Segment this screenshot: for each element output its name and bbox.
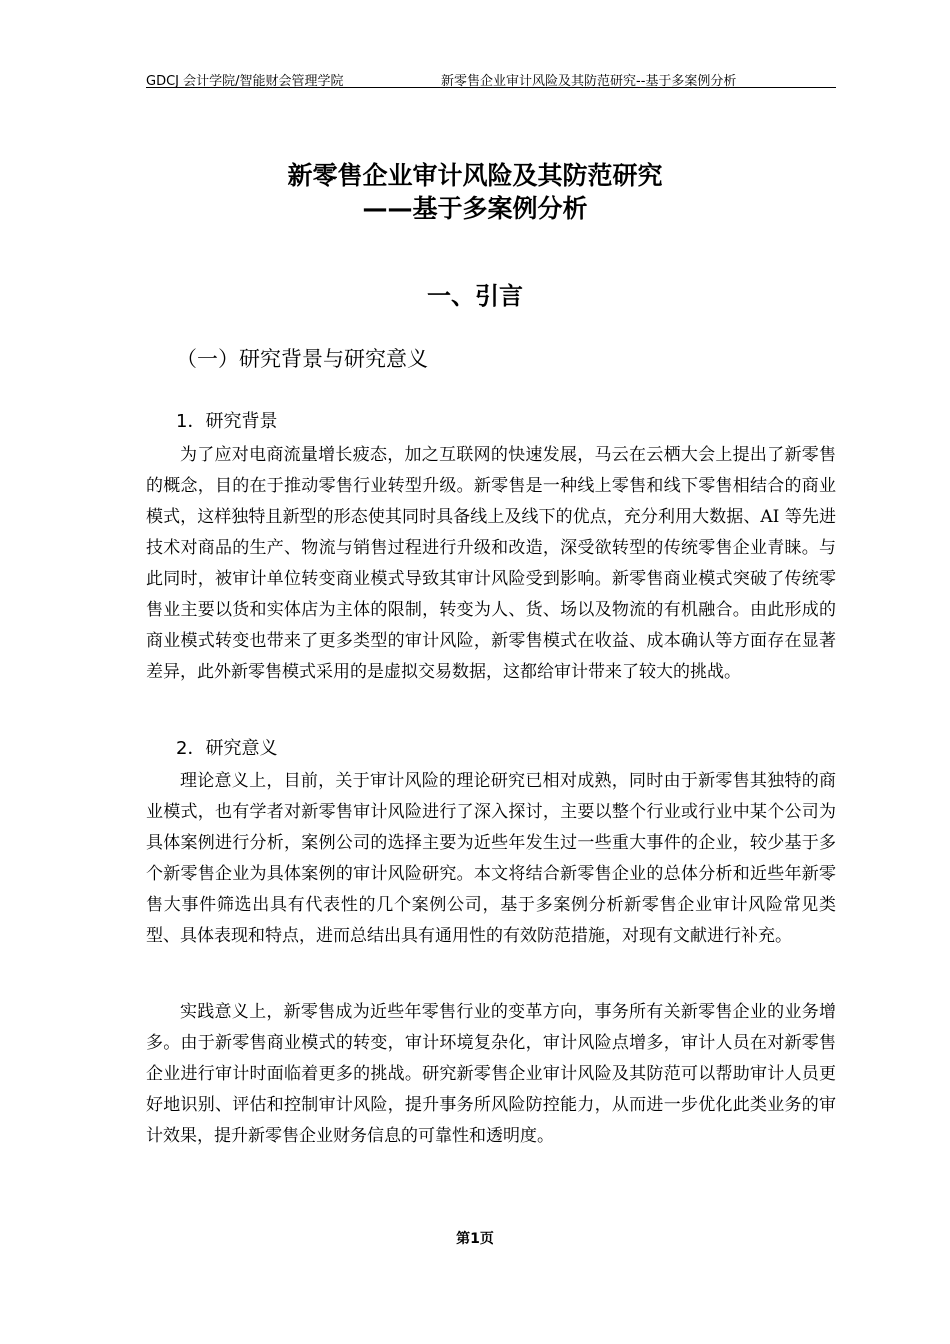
paragraph-research-background: 为了应对电商流量增长疲态，加之互联网的快速发展，马云在云栖大会上提出了新零售的概念，目的在于推动零售行业转型升级。新零售是一种线上零售和线下零售相结合的商业模式，这样独特且新型的形态使其同时具备线上及线下的优点，充分利用大数据、AI 等先进技术对商品的生产、物流与销售过程进行升级和改造，深受欲转型的传统零售企业青睐。与此同时，被审计单位转变商业模式导致其审计风险受到影响。新零售商业模式突破了传统零售业主要以货和实体店为主体的限制，转变为人、货、场以及物流的有机融合。由此形成的商业模式转变也带来了更多类型的审计风险，新零售模式在收益、成本确认等方面存在显著差异，此外新零售模式采用的是虚拟交易数据，这都给审计带来了较大的挑战。 xyxy=(146,445,836,682)
subsection-heading-background-significance: （一）研究背景与研究意义 xyxy=(176,347,428,371)
item-heading-research-significance: 2．研究意义 xyxy=(176,738,278,759)
paragraph-theoretical-significance: 理论意义上，目前，关于审计风险的理论研究已相对成熟，同时由于新零售其独特的商业模式，也有学者对新零售审计风险进行了深入探讨，主要以整个行业或行业中某个公司为具体案例进行分析，案例公司的选择主要为近些年发生过一些重大事件的企业，较少基于多个新零售企业为具体案例的审计风险研究。本文将结合新零售企业的总体分析和近些年新零售大事件筛选出具有代表性的几个案例公司，基于多案例分析新零售企业审计风险常见类型、具体表现和特点，进而总结出具有通用性的有效防范措施，对现有文献进行补充。 xyxy=(146,771,836,946)
item-heading-research-background: 1．研究背景 xyxy=(176,411,278,432)
page-number: 第1页 xyxy=(456,1231,494,1247)
running-header-title: 新零售企业审计风险及其防范研究--基于多案例分析 xyxy=(441,74,737,89)
header-divider xyxy=(146,87,836,88)
paragraph-practical-significance: 实践意义上，新零售成为近些年零售行业的变革方向，事务所有关新零售企业的业务增多。由于新零售商业模式的转变，审计环境复杂化，审计风险点增多，审计人员在对新零售企业进行审计时面临着更多的挑战。研究新零售企业审计风险及其防范可以帮助审计人员更好地识别、评估和控制审计风险，提升事务所风险防控能力，从而进一步优化此类业务的审计效果，提升新零售企业财务信息的可靠性和透明度。 xyxy=(146,1002,836,1146)
paper-subtitle: ——基于多案例分析 xyxy=(362,194,588,223)
running-header-institution: GDCJ 会计学院/智能财会管理学院 xyxy=(146,74,344,89)
paper-title: 新零售企业审计风险及其防范研究 xyxy=(287,161,663,190)
section-heading-introduction: 一、引言 xyxy=(427,282,523,310)
